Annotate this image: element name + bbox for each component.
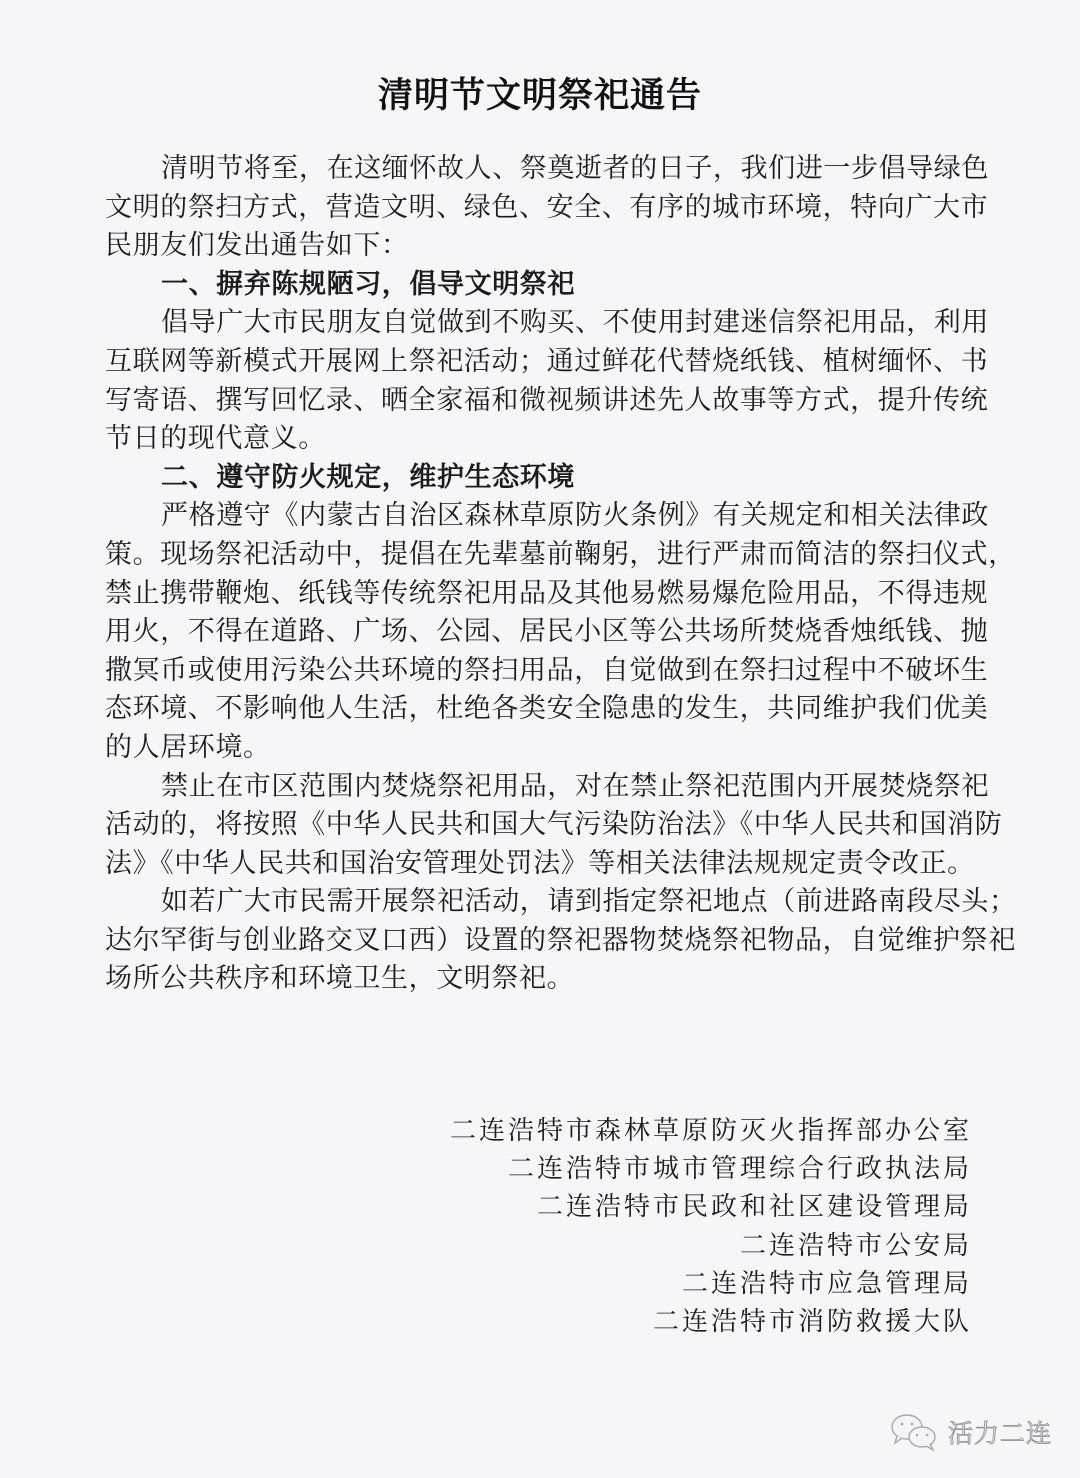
- signature-line: 二连浩特市消防救援大队: [652, 1306, 972, 1337]
- body-line: 民朋友们发出通告如下：: [105, 230, 409, 262]
- section-heading-1: 一、摒弃陈规陋习，倡导文明祭祀: [161, 268, 575, 300]
- body-line: 文明的祭扫方式，营造文明、绿色、安全、有序的城市环境，特向广大市: [105, 191, 989, 223]
- body-line: 节日的现代意义。: [105, 423, 326, 455]
- document-body: [105, 150, 1017, 999]
- signature-line: 二连浩特市公安局: [739, 1230, 972, 1261]
- section-heading-2: 二、遵守防火规定，维护生态环境: [161, 461, 575, 493]
- body-line: 互联网等新模式开展网上祭祀活动；通过鲜花代替烧纸钱、植树缅怀、书: [105, 345, 989, 377]
- body-line: 如若广大市民需开展祭祀活动，请到指定祭祀地点（前进路南段尽头；: [161, 886, 1017, 918]
- watermark-text: 活力二连: [948, 1419, 1053, 1448]
- signature-line: 二连浩特市森林草原防灭火指挥部办公室: [449, 1116, 972, 1146]
- body-line: 禁止携带鞭炮、纸钱等传统祭祀用品及其他易燃易爆危险用品，不得违规: [105, 577, 989, 609]
- body-line: 严格遵守《内蒙古自治区森林草原防火条例》有关规定和相关法律政: [161, 500, 989, 532]
- signature-line: 二连浩特市城市管理综合行政执法局: [507, 1154, 972, 1185]
- body-line: 写寄语、撰写回忆录、晒全家福和微视频讲述先人故事等方式，提升传统: [105, 384, 989, 416]
- body-line: 倡导广大市民朋友自觉做到不购买、不使用封建迷信祭祀用品，利用: [161, 307, 989, 339]
- body-line: 达尔罕街与创业路交叉口西）设置的祭祀器物焚烧祭祀物品，自觉维护祭祀: [105, 924, 1016, 956]
- body-line: 场所公共秩序和环境卫生，文明祭祀。: [105, 963, 575, 995]
- body-line: 法》《中华人民共和国治安管理处罚法》等相关法律法规规定责令改正。: [105, 847, 975, 879]
- body-line: 禁止在市区范围内焚烧祭祀用品，对在禁止祭祀范围内开展焚烧祭祀: [161, 770, 989, 802]
- body-line: 策。现场祭祀活动中，提倡在先辈墓前鞠躬，进行严肃而简洁的祭扫仪式，: [105, 538, 1016, 570]
- body-line: 清明节将至，在这缅怀故人、祭奠逝者的日子，我们进一步倡导绿色: [161, 153, 989, 184]
- body-line: 活动的，将按照《中华人民共和国大气污染防治法》《中华人民共和国消防: [105, 809, 1003, 841]
- signature-block: [450, 1112, 972, 1341]
- body-line: 撒冥币或使用污染公共环境的祭扫用品，自觉做到在祭扫过程中不破坏生: [105, 654, 989, 686]
- signature-line: 二连浩特市应急管理局: [681, 1268, 972, 1299]
- body-line: 用火，不得在道路、广场、公园、居民小区等公共场所焚烧香烛纸钱、抛: [105, 616, 989, 648]
- signature-line: 二连浩特市民政和社区建设管理局: [536, 1192, 972, 1223]
- document-title: 清明节文明祭祀通告: [377, 76, 702, 116]
- watermark: [888, 1412, 1052, 1452]
- body-line: 的人居环境。: [105, 731, 271, 763]
- body-line: 态环境、不影响他人生活，杜绝各类安全隐患的发生，共同维护我们优美: [105, 693, 989, 725]
- wechat-icon: [888, 1412, 940, 1452]
